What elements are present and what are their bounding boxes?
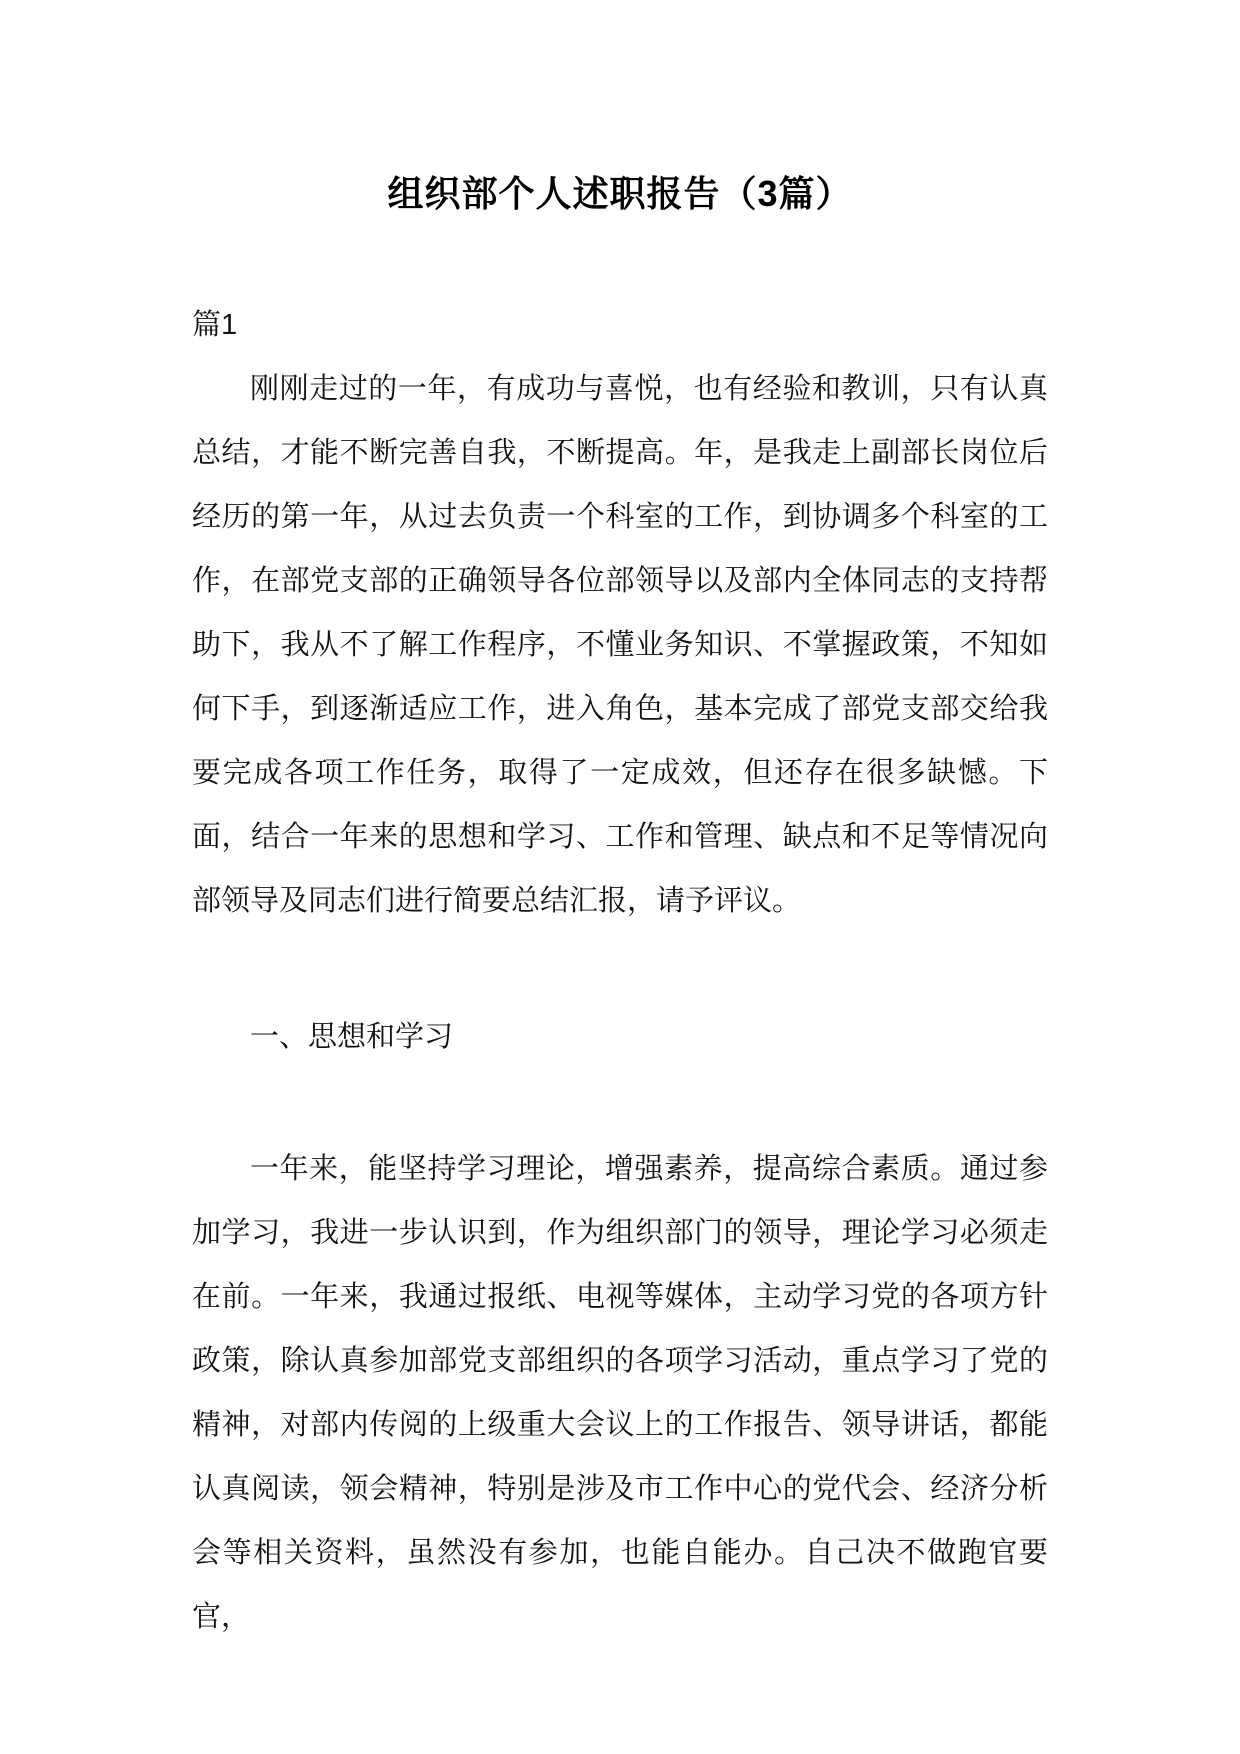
section-heading-thought-and-study: 一、思想和学习 [250,1021,454,1053]
part-label: 篇1 [192,309,238,341]
document-title: 组织部个人述职报告（3篇） [387,173,853,214]
document-body [192,293,1048,1649]
paragraph-2: 一年来，能坚持学习理论，增强素养，提高综合素质。通过参加学习，我进一步认识到，作为组织部门的领导，理论学习必须走在前。一年来，我通过报纸、电视等媒体，主动学习党的各项方针政策，除认真参加部党支部组织的各项学习活动，重点学习了党的精神，对部内传阅的上级重大会议上的工作报告、领导讲话，都能认真阅读，领会精神，特别是涉及市工作中心的党代会、经济分析会等相关资料，虽然没有参加，也能自能办。自己决不做跑官要官， [192,1153,1048,1633]
paragraph-1: 刚刚走过的一年，有成功与喜悦，也有经验和教训，只有认真总结，才能不断完善自我，不断提高。年，是我走上副部长岗位后经历的第一年，从过去负责一个科室的工作，到协调多个科室的工作，在部党支部的正确领导各位部领导以及部内全体同志的支持帮助下，我从不了解工作程序，不懂业务知识、不掌握政策，不知如何下手，到逐渐适应工作，进入角色，基本完成了部党支部交给我要完成各项工作任务，取得了一定成效，但还存在很多缺憾。下面，结合一年来的思想和学习、工作和管理、缺点和不足等情况向部领导及同志们进行简要总结汇报，请予评议。 [192,373,1048,917]
